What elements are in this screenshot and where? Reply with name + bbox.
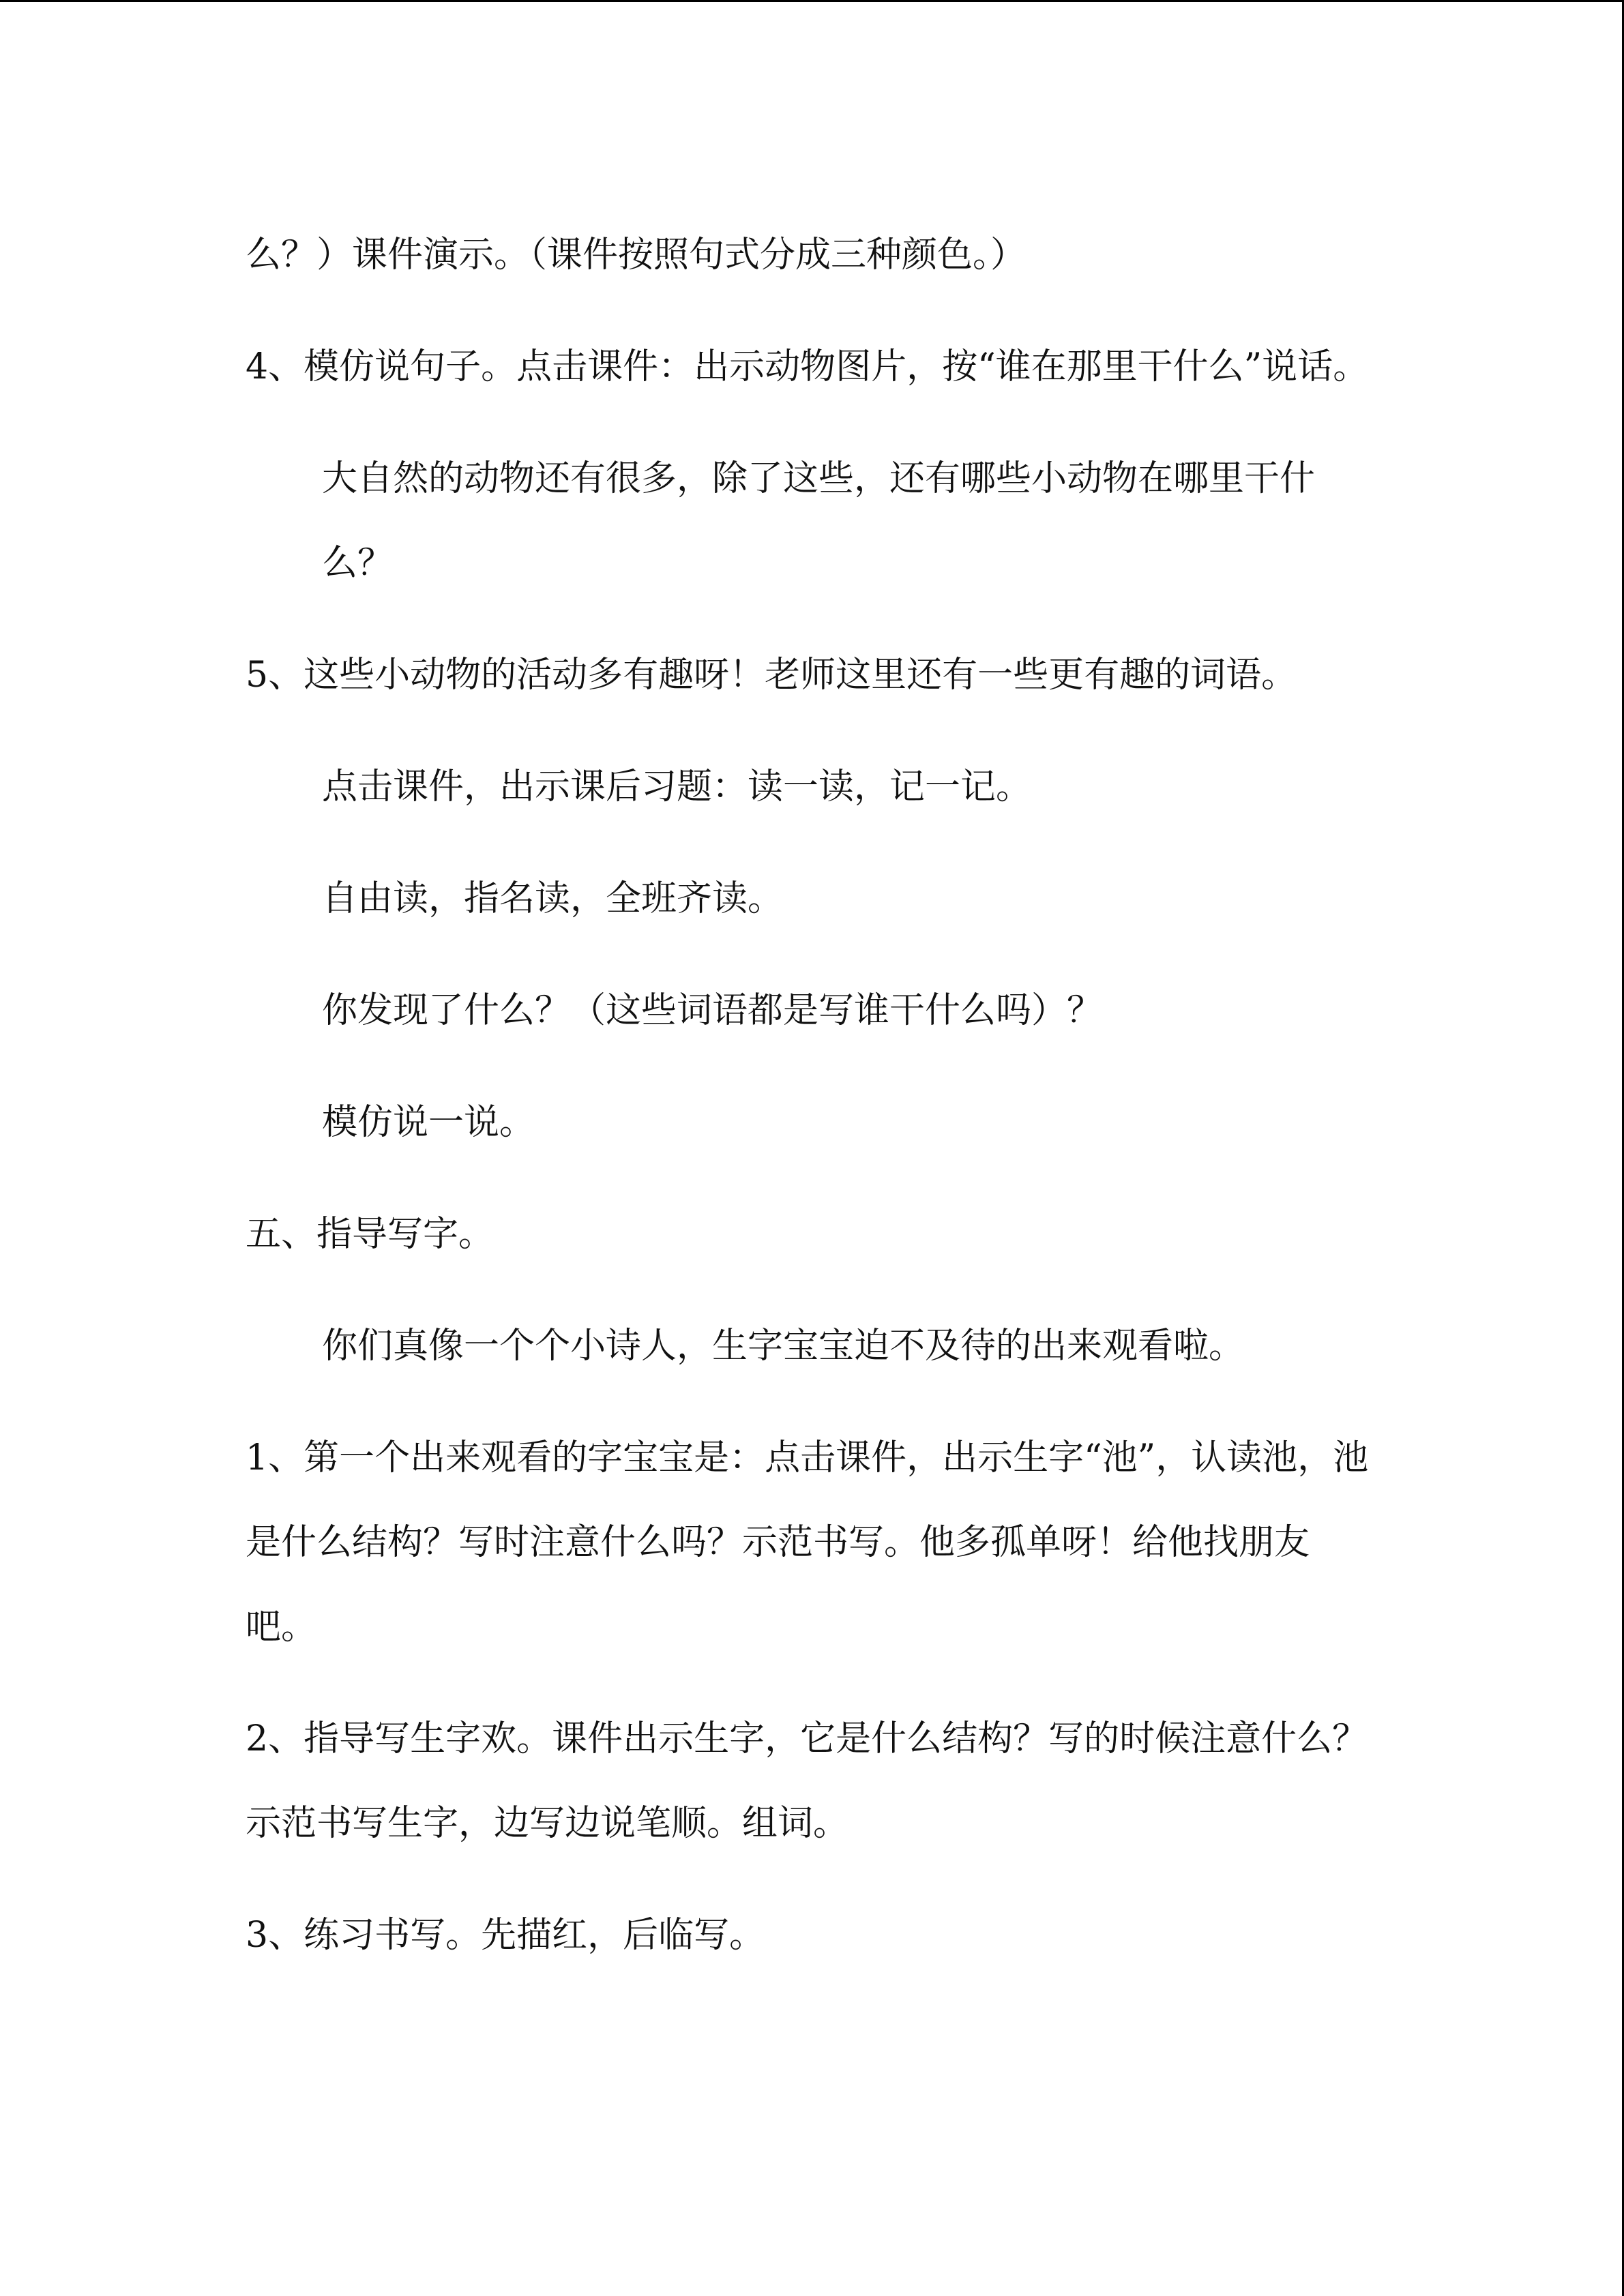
paragraph-2: 4、模仿说句子。点击课件：出示动物图片，按“谁在那里干什么”说话。 <box>246 346 1369 387</box>
paragraph-5: 点击课件，出示课后习题：读一读，记一记。 <box>322 766 1032 807</box>
paragraph-4: 5、这些小动物的活动多有趣呀！老师这里还有一些更有趣的词语。 <box>246 655 1297 696</box>
document-page <box>246 213 1378 2005</box>
paragraph-11: 1、第一个出来观看的字宝宝是：点击课件，出示生字“池”，认读池，池是什么结构？写时注意什么吗？示范书写。他多孤单呀！给他找朋友吧。 <box>246 1437 1369 1648</box>
page-top-border <box>0 0 1624 2</box>
paragraph-12: 2、指导写生字欢。课件出示生字，它是什么结构？写的时候注意什么？示范书写生字，边写边说笔顺。组词。 <box>246 1718 1368 1844</box>
paragraph-13: 3、练习书写。先描红，后临写。 <box>246 1915 765 1956</box>
paragraph-8: 模仿说一说。 <box>322 1102 535 1143</box>
paragraph-3: 大自然的动物还有很多，除了这些，还有哪些小动物在哪里干什么？ <box>322 458 1316 584</box>
paragraph-1: 么？）课件演示。（课件按照句式分成三种颜色。） <box>246 235 1027 275</box>
paragraph-6: 自由读，指名读，全班齐读。 <box>322 878 784 919</box>
paragraph-10: 你们真像一个个小诗人，生字宝宝迫不及待的出来观看啦。 <box>322 1326 1245 1367</box>
section-heading: 五、指导写字。 <box>246 1214 494 1255</box>
paragraph-7: 你发现了什么？（这些词语都是写谁干什么吗）？ <box>322 990 1103 1031</box>
